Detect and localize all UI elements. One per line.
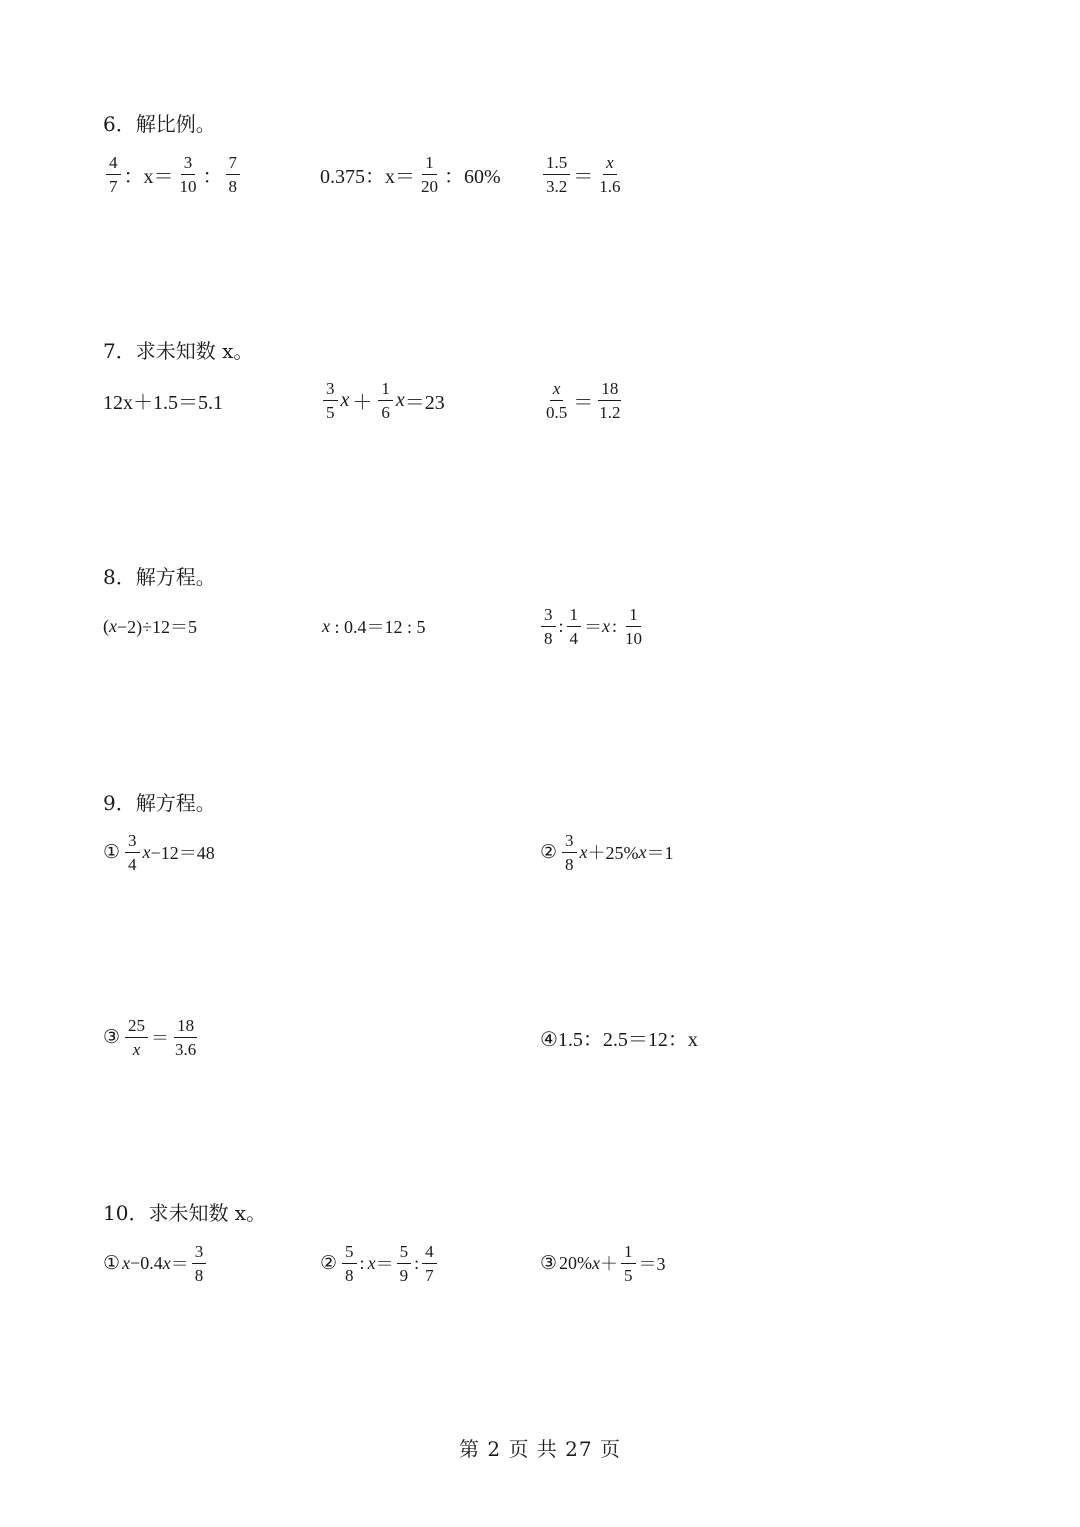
question-7-title: 7．求未知数 x。 [103,339,254,363]
fraction: 3 10 [179,152,197,196]
question-10-title: 10．求未知数 x。 [103,1201,267,1225]
q6-equation-2: 0.375：x＝ 1 20 ：60% [320,152,501,196]
q7-equation-1: 12x＋1.5＝5.1 [103,391,223,414]
fraction: 3 8 [541,605,556,648]
fraction: 3 8 [562,831,577,874]
q9-equation-1: ① 3 4 x −12＝48 [103,830,215,874]
fraction: 1 6 [378,379,393,422]
fraction: 4 7 [422,1242,437,1285]
q10-equation-1: ① x −0.4 x ＝ 3 8 [103,1237,209,1289]
q7-equation-3: x 0.5 ＝ 18 1.2 [540,374,627,426]
fraction: 3 8 [192,1242,207,1285]
q10-equation-3: ③ 20% x ＋ 1 5 ＝3 [540,1241,666,1285]
fraction: 3 4 [125,831,140,874]
question-6-title: 6．解比例。 [103,112,216,136]
q8-equation-2: x : 0.4＝12 : 5 [322,615,426,637]
q9-equation-4: ④1.5：2.5＝12：x [540,1028,698,1051]
q9-equation-3: ③ 25 x ＝ 18 3.6 [103,1011,202,1063]
q8-equation-1: ( x −2)÷12＝5 [103,615,198,637]
fraction: x 1.6 [599,152,621,196]
q10-equation-2: ② 5 8 : x ＝ 5 9 : 4 7 [320,1237,440,1289]
fraction: 1 4 [567,605,582,648]
q9-equation-2: ② 3 8 x ＋25% x ＝1 [540,830,674,874]
page-footer: 第 2 页 共 27 页 [459,1437,621,1461]
fraction: 18 1.2 [599,378,621,422]
fraction: 1 10 [625,604,643,648]
fraction: 4 7 [106,153,121,196]
fraction: x 0.5 [546,378,568,422]
question-8-title: 8．解方程。 [103,565,216,589]
fraction: 3 5 [323,379,338,422]
fraction: 18 3.6 [175,1015,197,1059]
fraction: 5 9 [397,1242,412,1285]
question-9-title: 9．解方程。 [103,791,216,815]
fraction: 1 20 [421,152,438,196]
fraction: 1.5 3.2 [543,153,570,196]
fraction: 7 8 [226,153,241,196]
q7-equation-2: 3 5 x ＋ 1 6 x ＝23 [320,374,445,426]
q6-equation-1: 4 7 ：x＝ 3 10 ： 7 8 [103,148,243,200]
q8-equation-3: 3 8 : 1 4 ＝ x : 1 10 [538,600,648,652]
fraction: 25 x [125,1016,148,1059]
q6-equation-3: 1.5 3.2 ＝ x 1.6 [540,148,627,200]
fraction: 5 8 [342,1242,357,1285]
fraction: 1 5 [621,1242,636,1285]
